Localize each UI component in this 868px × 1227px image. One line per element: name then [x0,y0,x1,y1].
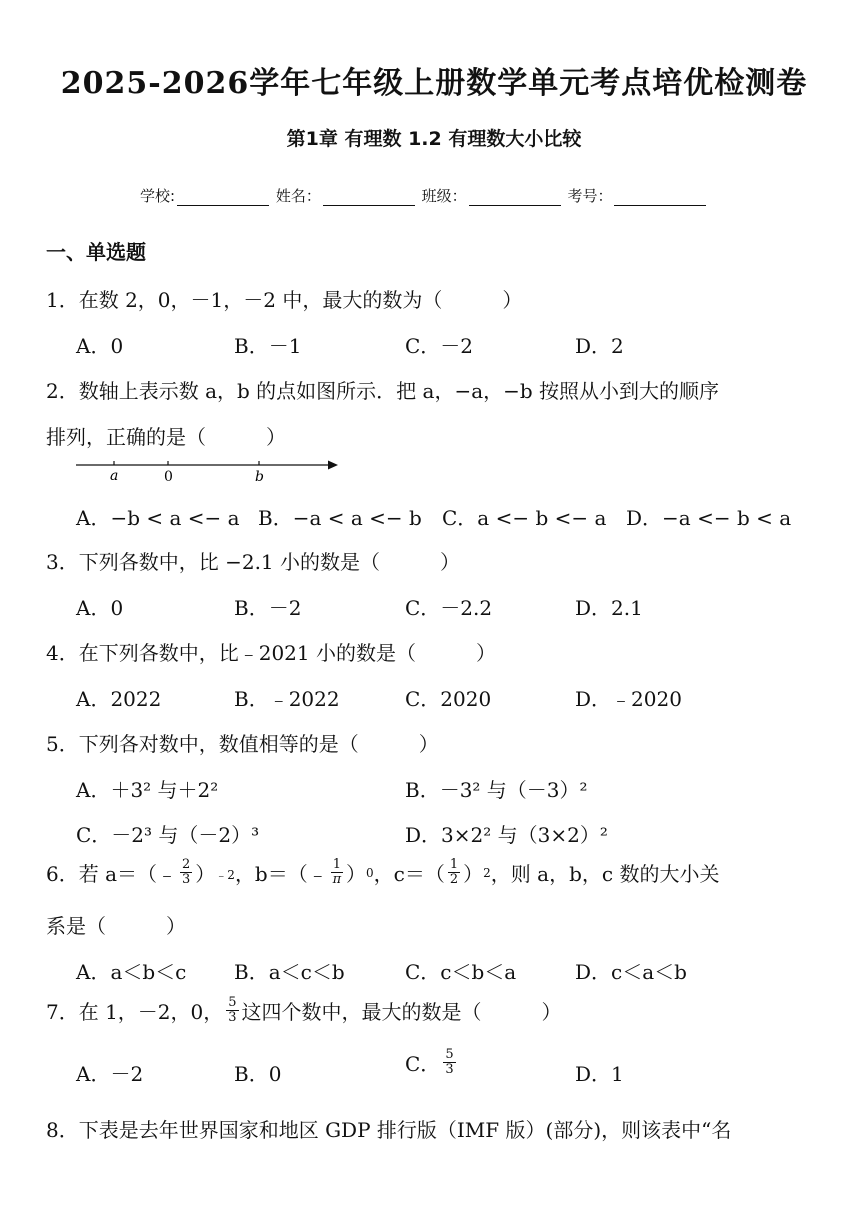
question-6-stem-line2: 系是（ ） [46,914,186,938]
q6-part-c-close: ） [463,862,484,886]
exam-no-label: 考号： [567,187,613,205]
question-2-option-a: A．−b < a <− a [76,506,240,530]
question-5-option-a: A．＋3² 与＋2² [76,778,219,802]
class-blank[interactable] [469,189,561,206]
q6-part-c: ，c＝（ [373,862,445,886]
section-title: 一、单选题 [46,240,146,264]
q6-frac-a-num: 2 [182,857,191,872]
q6-exp-c: 2 [483,866,491,880]
question-5-stem: 5．下列各对数中，数值相等的是（ ） [46,732,439,756]
question-4-option-d: D．﹣2020 [575,687,682,711]
question-6-stem [46,858,719,887]
question-7-option-c [405,1048,459,1077]
q6-prefix: 6．若 a＝（﹣ [46,862,178,886]
number-line-arrow [328,461,338,470]
q6-frac-c [448,858,460,887]
question-5-option-c: C．－2³ 与（－2）³ [76,823,260,847]
question-1-option-d: D．2 [575,334,624,358]
q7-opt-c-frac-den: 3 [445,1062,454,1077]
question-2-stem-line1: 2．数轴上表示数 a，b 的点如图所示．把 a，−a，−b 按照从小到大的顺序 [46,379,720,403]
q6-frac-b-num: 1 [332,857,342,872]
q6-frac-b [331,858,343,887]
class-label: 班级： [421,187,467,205]
question-3-option-c: C．－2.2 [405,596,493,620]
q7-opt-c-label: C． [405,1052,441,1076]
question-6-option-a: A．a＜b＜c [76,960,187,984]
q6-suffix: ，则 a，b，c 数的大小关 [490,862,720,886]
q7-suffix: 这四个数中，最大的数是（ ） [241,1000,562,1024]
question-2-option-c: C．a <− b <− a [442,506,607,530]
question-6-option-b: B．a＜c＜b [234,960,345,984]
exam-no-blank[interactable] [614,189,706,206]
name-label: 姓名： [275,187,321,205]
q6-part-a-close: ） [195,862,216,886]
q6-exp-a: ﹣2 [215,868,235,882]
q7-opt-c-frac [443,1048,455,1077]
question-7-option-b: B．0 [234,1062,282,1086]
question-1-option-c: C．－2 [405,334,474,358]
q6-frac-c-den: 2 [449,872,459,887]
question-4-option-b: B．﹣2022 [234,687,340,711]
q6-frac-b-den: π [332,872,342,887]
question-2-option-d: D．−a <− b < a [626,506,792,530]
school-label: 学校: [140,187,176,205]
label-zero: 0 [164,469,173,485]
question-7-option-a: A．－2 [76,1062,144,1086]
school-blank[interactable] [177,189,269,206]
label-a: a [110,468,119,484]
question-7-option-d: D．1 [575,1062,624,1086]
student-info-line [140,185,708,206]
question-8-stem: 8．下表是去年世界国家和地区 GDP 排行版（IMF 版）(部分)，则该表中“名 [46,1118,732,1142]
q7-frac-num: 5 [228,995,237,1010]
question-3-stem: 3．下列各数中，比 −2.1 小的数是（ ） [46,550,461,574]
q7-prefix: 7．在 1，－2，0， [46,1000,224,1024]
question-3-option-a: A．0 [76,596,124,620]
q7-frac-den: 3 [228,1010,237,1025]
label-b: b [255,469,264,485]
q7-frac [226,996,238,1025]
q6-part-b: ，b＝（﹣ [234,862,328,886]
page-subtitle: 第1章 有理数 1.2 有理数大小比较 [286,128,582,150]
name-blank[interactable] [323,189,415,206]
q6-frac-a-den: 3 [182,872,191,887]
page-title: 2025-2026学年七年级上册数学单元考点培优检测卷 [60,66,808,101]
q6-part-b-close: ） [346,862,367,886]
question-2-stem-line2: 排列，正确的是（ ） [46,425,286,449]
question-4-option-a: A．2022 [76,687,162,711]
question-3-option-d: D．2.1 [575,596,643,620]
q6-frac-c-num: 1 [449,857,459,872]
question-1-option-a: A．0 [76,334,124,358]
q6-frac-a [180,858,192,887]
question-5-option-d: D．3×2² 与（3×2）² [405,823,608,847]
question-4-stem: 4．在下列各数中，比﹣2021 小的数是（ ） [46,641,496,665]
question-7-stem [46,996,562,1025]
question-2-option-b: B．−a < a <− b [258,506,422,530]
question-5-option-b: B．－3² 与（－3）² [405,778,588,802]
question-6-option-c: C．c＜b＜a [405,960,517,984]
q7-opt-c-frac-num: 5 [445,1047,454,1062]
number-line-figure [70,455,350,487]
question-1-stem: 1．在数 2，0，－1，－2 中，最大的数为（ ） [46,288,523,312]
question-3-option-b: B．－2 [234,596,302,620]
question-1-option-b: B．－1 [234,334,302,358]
question-6-option-d: D．c＜a＜b [575,960,687,984]
question-4-option-c: C．2020 [405,687,492,711]
q6-exp-b: 0 [366,866,374,880]
